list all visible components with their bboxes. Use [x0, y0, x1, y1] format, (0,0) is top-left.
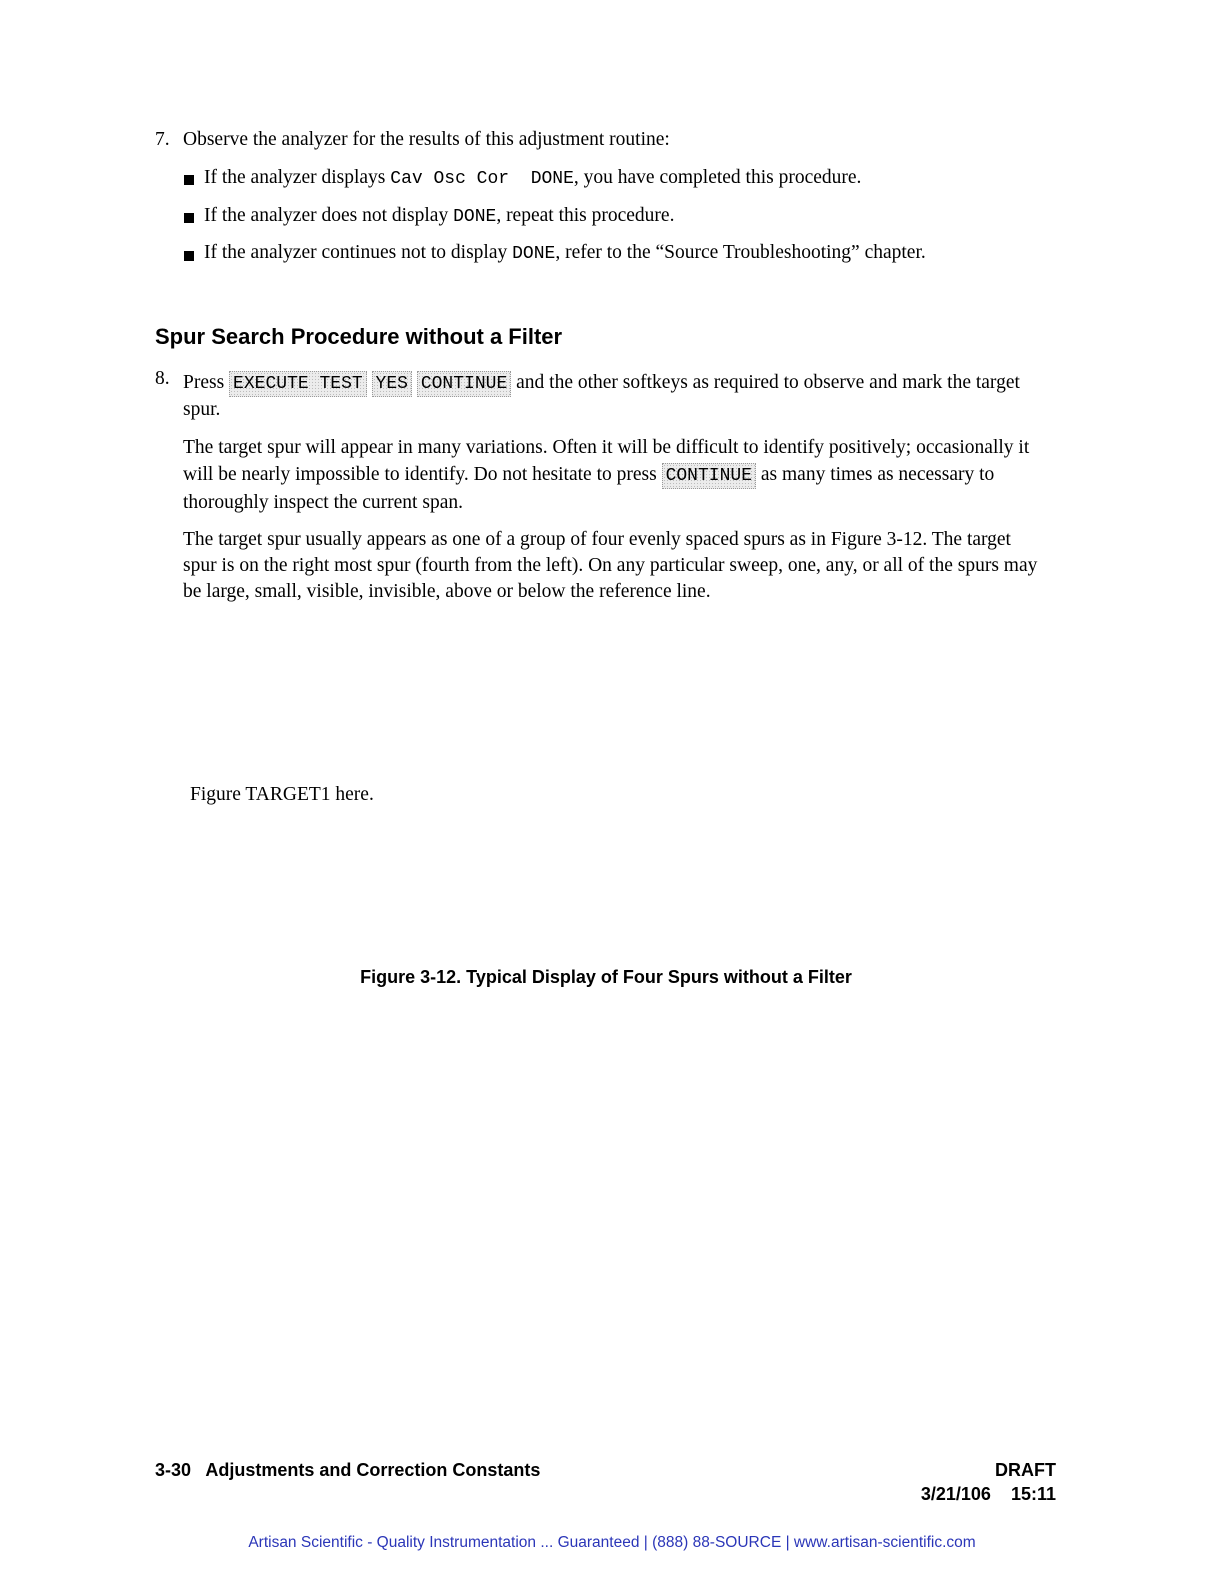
execute-test-softkey: EXECUTE TEST — [229, 371, 367, 397]
step-8-text: Press EXECUTE TEST YES CONTINUE and the other softkeys as required to observe and mark the target spur. — [183, 372, 1020, 420]
step-7-bullet-1: If the analyzer displays Cav Osc Cor DONE, you have completed this procedure. — [204, 167, 862, 189]
continue-softkey: CONTINUE — [417, 371, 511, 397]
yes-softkey: YES — [372, 371, 412, 397]
vendor-banner: Artisan Scientific - Quality Instrumentation ... Guaranteed | (888) 88-SOURCE | www.artisan-scientific.com — [248, 1534, 976, 1551]
display-message-code: DONE — [512, 244, 556, 264]
bullet-icon — [184, 175, 194, 185]
bullet-icon — [184, 251, 194, 261]
section-heading: Spur Search Procedure without a Filter — [155, 324, 563, 349]
bullet-icon — [184, 213, 194, 223]
step-8-number: 8. — [155, 368, 170, 389]
draft-label: DRAFT — [995, 1460, 1056, 1480]
step-8-paragraph-1: The target spur will appear in many variations. Often it will be difficult to identify positively; occasionally it will be nearly impossible to identify. Do not hesitate to press CONTINUE as many times as necessary to thoroughly inspect the current span. — [183, 437, 1030, 513]
step-7-bullet-2: If the analyzer does not display DONE, repeat this procedure. — [204, 205, 675, 227]
display-message-code: DONE — [453, 207, 497, 227]
step-7-number: 7. — [155, 129, 170, 150]
figure-caption: Figure 3-12. Typical Display of Four Spurs without a Filter — [360, 967, 852, 987]
page-footer-title: 3-30 Adjustments and Correction Constants — [155, 1460, 541, 1480]
draft-date: 3/21/106 15:11 — [920, 1484, 1056, 1504]
step-8-paragraph-2: The target spur usually appears as one of a group of four evenly spaced spurs as in Figure 3-12. The target spur is on the right most spur (fourth from the left). On any particular sweep, one, any, or all of the spurs may be large, small, visible, invisible, above or below the reference line. — [183, 529, 1038, 602]
display-message-code: Cav Osc Cor DONE — [390, 169, 574, 189]
step-7-text: Observe the analyzer for the results of this adjustment routine: — [183, 129, 670, 150]
continue-softkey: CONTINUE — [662, 463, 756, 489]
figure-placeholder: Figure TARGET1 here. — [190, 784, 374, 805]
step-7-bullet-3: If the analyzer continues not to display DONE, refer to the “Source Troubleshooting” chapter. — [204, 242, 926, 264]
